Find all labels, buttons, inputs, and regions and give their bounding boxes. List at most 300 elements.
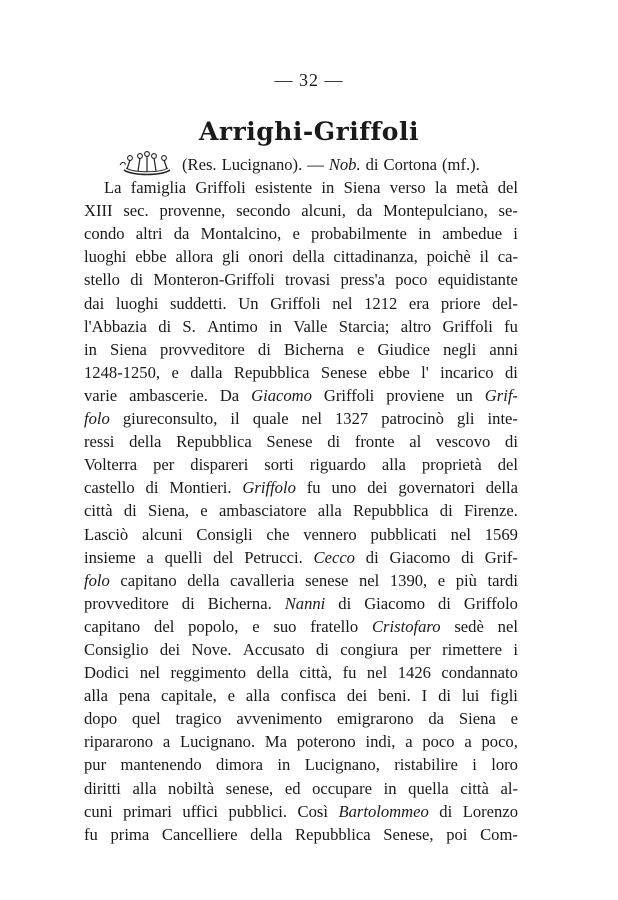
word: di xyxy=(181,593,195,613)
word: per xyxy=(153,455,175,475)
word: Griffolo xyxy=(463,593,518,613)
text-line xyxy=(84,361,518,384)
word: vescovo xyxy=(435,432,491,452)
word: Bartolommeo xyxy=(338,801,429,821)
word: quella xyxy=(408,778,449,798)
word: cittadinanza, xyxy=(333,247,418,267)
word: di xyxy=(130,270,144,290)
word: 1426 xyxy=(397,663,431,683)
word: La xyxy=(104,178,122,198)
word: Starcia; xyxy=(338,316,390,336)
text-line xyxy=(84,523,518,546)
word: poterono xyxy=(296,732,356,752)
word: Cecco xyxy=(313,547,355,567)
word: avvenimento xyxy=(236,709,323,729)
word: di xyxy=(145,478,159,498)
word: anni xyxy=(489,339,518,359)
word: di xyxy=(438,593,451,613)
word: Repubblica xyxy=(233,362,310,382)
text-line xyxy=(84,823,518,846)
word: e xyxy=(356,339,365,359)
word: — xyxy=(307,155,324,174)
body-text xyxy=(84,153,518,846)
word: castello xyxy=(84,478,135,498)
word: nel xyxy=(450,524,471,544)
word: Siena, xyxy=(148,501,190,521)
word: lui xyxy=(461,686,480,706)
word: ca- xyxy=(497,247,518,267)
word: emigrarono xyxy=(337,709,414,729)
word: fu xyxy=(504,316,518,336)
word: quale xyxy=(252,409,289,429)
word: alla xyxy=(381,455,406,475)
word: città xyxy=(460,778,489,798)
word: folo xyxy=(84,409,110,429)
word: tardi xyxy=(487,570,518,590)
text-line xyxy=(84,777,518,800)
word: in xyxy=(269,316,283,336)
word: di xyxy=(504,362,518,382)
word: e xyxy=(252,616,260,636)
word: nel xyxy=(497,616,518,636)
word: dai xyxy=(84,293,105,313)
word: cavalleria xyxy=(230,570,295,590)
text-line xyxy=(84,569,518,592)
word: pubblici. xyxy=(228,801,288,821)
word: quel xyxy=(132,709,161,729)
word: negli xyxy=(443,339,477,359)
word: fu xyxy=(306,478,321,498)
word: l' xyxy=(421,362,429,382)
word: Monteron-Griffoli xyxy=(153,270,275,290)
word: Giudice xyxy=(377,339,430,359)
word: Repubblica xyxy=(176,432,252,452)
word: città xyxy=(84,501,113,521)
word: luoghi xyxy=(115,293,159,313)
word: 1212 xyxy=(364,293,398,313)
word: nel xyxy=(366,663,388,683)
word: (mf.). xyxy=(442,155,480,174)
word: Dodici xyxy=(84,663,130,683)
word: gli xyxy=(456,409,475,429)
word: confisca xyxy=(280,686,337,706)
word: trovasi xyxy=(285,270,331,290)
word: 1390, xyxy=(389,570,428,590)
word: condannato xyxy=(441,663,518,683)
word: insieme xyxy=(84,547,136,567)
word: alcuni, xyxy=(301,201,346,221)
word: Siena xyxy=(458,709,496,729)
word: Cristofaro xyxy=(371,616,441,636)
word: e xyxy=(292,224,300,244)
text-line xyxy=(84,476,518,499)
word: della xyxy=(129,432,162,452)
word: Lorenzo xyxy=(462,801,518,821)
word: ristabilire xyxy=(394,755,458,775)
text-line xyxy=(84,384,518,407)
word: Un xyxy=(238,293,259,313)
word: Antimo xyxy=(207,316,258,336)
word: esistente xyxy=(255,178,313,198)
text-line xyxy=(84,153,518,176)
word: Senese xyxy=(320,362,367,382)
text-line xyxy=(84,338,518,361)
text-line xyxy=(84,222,518,245)
word: in xyxy=(277,755,291,775)
word: fu xyxy=(342,663,357,683)
word: del xyxy=(154,616,175,636)
word: che xyxy=(266,524,290,544)
word: Nove. xyxy=(191,639,232,659)
word: se- xyxy=(498,201,518,221)
word: sec. xyxy=(123,201,149,221)
word: della xyxy=(256,663,289,683)
word: senese, xyxy=(225,778,274,798)
word: il xyxy=(479,247,489,267)
word: allora xyxy=(175,247,214,267)
word: dispareri xyxy=(190,455,249,475)
word: onori xyxy=(248,247,284,267)
word: incarico xyxy=(440,362,494,382)
word: varie xyxy=(84,385,118,405)
word: stello xyxy=(84,270,120,290)
word: beni. xyxy=(378,686,411,706)
text-line xyxy=(84,753,518,776)
word: ressi xyxy=(84,432,115,452)
word: secondo xyxy=(236,201,291,221)
text-line xyxy=(84,499,518,522)
word: senese xyxy=(305,570,349,590)
word: del- xyxy=(492,293,518,313)
word: diritti xyxy=(84,778,121,798)
word: il xyxy=(230,409,240,429)
text-line xyxy=(84,684,518,707)
word: Ma xyxy=(264,732,287,752)
word: i xyxy=(472,755,477,775)
word: equidistante xyxy=(437,270,518,290)
text-line xyxy=(84,707,518,730)
word: sedè xyxy=(454,616,484,636)
word: figli xyxy=(490,686,518,706)
word: provveditore xyxy=(84,593,169,613)
word: di xyxy=(439,801,453,821)
text-line xyxy=(84,638,518,661)
word: popolo, xyxy=(188,616,239,636)
word: a xyxy=(405,732,413,752)
word: di xyxy=(158,316,172,336)
word: di xyxy=(338,593,352,613)
word: fronte xyxy=(354,432,395,452)
word: pena xyxy=(118,686,151,706)
word: Giacomo xyxy=(389,547,451,567)
word: del xyxy=(497,455,518,475)
word: di xyxy=(315,639,329,659)
word: patrocinò xyxy=(381,409,444,429)
word: Bicherna xyxy=(283,339,344,359)
word: Nanni xyxy=(284,593,326,613)
word: Grif- xyxy=(484,547,518,567)
word: uffici xyxy=(182,801,219,821)
text-line xyxy=(84,546,518,569)
word: uno xyxy=(331,478,357,498)
word: I xyxy=(421,686,428,706)
word: priore xyxy=(440,293,481,313)
text-line xyxy=(84,315,518,338)
word: città, xyxy=(299,663,333,683)
word: di xyxy=(365,155,379,174)
word: e xyxy=(171,362,179,382)
word: Firenze. xyxy=(463,501,518,521)
word: Cortona xyxy=(383,155,438,174)
word: nel xyxy=(358,570,380,590)
word: 1569 xyxy=(484,524,518,544)
word: occupare xyxy=(312,778,372,798)
word: poco xyxy=(422,732,455,752)
text-line xyxy=(84,245,518,268)
word: Griffoli xyxy=(270,293,321,313)
word: Giacomo xyxy=(364,593,426,613)
word: da xyxy=(173,224,190,244)
word: proviene xyxy=(386,385,445,405)
word: gli xyxy=(222,247,240,267)
word: probabilmente xyxy=(311,224,407,244)
word: della xyxy=(485,478,518,498)
word: altri xyxy=(135,224,163,244)
word: ambasciatore xyxy=(218,501,307,521)
word: capitano xyxy=(84,616,141,636)
text-line xyxy=(84,176,518,199)
word: Griffoli xyxy=(442,316,493,336)
word: mantenendo xyxy=(120,755,202,775)
word: di xyxy=(505,432,518,452)
word: in xyxy=(84,339,97,359)
word: giureconsulto, xyxy=(122,409,218,429)
page-number: — 32 — xyxy=(274,70,344,90)
word: in xyxy=(321,178,335,198)
word: (Res. xyxy=(182,155,217,174)
word: alla xyxy=(245,686,270,706)
word: Montieri. xyxy=(169,478,232,498)
word: Repubblica xyxy=(295,824,371,844)
text-line xyxy=(84,730,518,753)
word: Accusato xyxy=(242,639,305,659)
word: la xyxy=(434,178,447,198)
word: poco, xyxy=(481,732,518,752)
word: inte- xyxy=(487,409,518,429)
word: 1327 xyxy=(335,409,369,429)
word: prima xyxy=(110,824,150,844)
word: indi, xyxy=(365,732,396,752)
word: vennero xyxy=(303,524,357,544)
word: poichè xyxy=(426,247,471,267)
word: di xyxy=(439,501,453,521)
text-line xyxy=(84,800,518,823)
word: in xyxy=(418,224,431,244)
word: Siena xyxy=(343,178,381,198)
word: era xyxy=(408,293,430,313)
word: e xyxy=(437,570,446,590)
word: XIII xyxy=(84,201,113,221)
word: provenne, xyxy=(159,201,226,221)
word: governatori xyxy=(398,478,475,498)
word: Petrucci. xyxy=(244,547,303,567)
word: di xyxy=(327,432,341,452)
word: ed xyxy=(284,778,301,798)
word: provveditore xyxy=(160,339,245,359)
word: suddetti. xyxy=(169,293,227,313)
word: verso xyxy=(389,178,426,198)
word: dei xyxy=(159,639,181,659)
text-line xyxy=(84,661,518,684)
word: proprietà xyxy=(421,455,482,475)
word: da xyxy=(356,201,373,221)
word: poi xyxy=(446,824,468,844)
word: Griffolo xyxy=(242,478,296,498)
word: Giacomo xyxy=(251,385,312,405)
word: Lucignano. xyxy=(179,732,256,752)
word: ripararono xyxy=(84,732,154,752)
word: sorti xyxy=(264,455,294,475)
word: di xyxy=(461,547,474,567)
word: pubblicati xyxy=(370,524,437,544)
word: quelli xyxy=(164,547,203,567)
word: ambascerie. xyxy=(129,385,208,405)
word: Senese, xyxy=(383,824,434,844)
word: ebbe xyxy=(135,247,167,267)
text-line xyxy=(84,199,518,222)
word: Cancelliere xyxy=(161,824,238,844)
word: per xyxy=(409,639,431,659)
word: riguardo xyxy=(309,455,366,475)
word: Grif- xyxy=(484,385,518,405)
word: del xyxy=(213,547,234,567)
word: nobiltà xyxy=(168,778,215,798)
word: ambedue xyxy=(442,224,503,244)
text-line xyxy=(84,292,518,315)
word: Siena xyxy=(110,339,147,359)
word: l'Abbazia xyxy=(84,316,147,336)
word: famiglia xyxy=(130,178,187,198)
word: i xyxy=(513,639,518,659)
word: da xyxy=(428,709,445,729)
word: nel xyxy=(301,409,322,429)
word: primari xyxy=(123,801,172,821)
word: dei xyxy=(346,686,368,706)
word: suo xyxy=(273,616,297,636)
word: un xyxy=(456,385,473,405)
word: nel xyxy=(139,663,160,683)
word: i xyxy=(513,224,518,244)
word: Da xyxy=(219,385,240,405)
text-line xyxy=(84,407,518,430)
word: al xyxy=(409,432,422,452)
word: folo xyxy=(84,570,110,590)
word: cuni xyxy=(84,801,113,821)
word: Così xyxy=(297,801,328,821)
word: condo xyxy=(84,224,125,244)
word: dei xyxy=(367,478,388,498)
word: Consiglio xyxy=(84,639,149,659)
text-line xyxy=(84,430,518,453)
word: più xyxy=(455,570,477,590)
word: della xyxy=(250,824,283,844)
word: luoghi xyxy=(84,247,127,267)
word: Consigli xyxy=(196,524,253,544)
word: e xyxy=(200,501,208,521)
word: 1248-1250, xyxy=(84,362,161,382)
word: tragico xyxy=(175,709,222,729)
word: Volterra xyxy=(84,455,138,475)
word: reggimento xyxy=(170,663,247,683)
word: pur xyxy=(84,755,107,775)
word: alla xyxy=(84,686,108,706)
word: press'a xyxy=(340,270,385,290)
word: a xyxy=(464,732,472,752)
text-line xyxy=(84,268,518,291)
word: di xyxy=(365,547,379,567)
word: nel xyxy=(332,293,353,313)
word: del xyxy=(497,178,518,198)
word: di xyxy=(438,686,451,706)
word: Lucignano, xyxy=(304,755,380,775)
word: dopo xyxy=(84,709,118,729)
word: Bicherna. xyxy=(207,593,272,613)
word: Valle xyxy=(293,316,328,336)
word: in xyxy=(383,778,397,798)
word: fratello xyxy=(310,616,359,636)
word: Griffoli xyxy=(323,385,375,405)
word: poco xyxy=(395,270,428,290)
word: a xyxy=(146,547,154,567)
word: Lucignano). xyxy=(221,155,303,174)
word: della xyxy=(187,570,220,590)
word: alla xyxy=(317,501,342,521)
word: ebbe xyxy=(378,362,410,382)
word: Repubblica xyxy=(352,501,429,521)
word: a xyxy=(162,732,171,752)
word: altro xyxy=(400,316,432,336)
word: Nob. xyxy=(328,155,361,174)
word: e xyxy=(227,686,236,706)
word: di xyxy=(123,501,137,521)
text-line xyxy=(84,615,518,638)
word: Lasciò xyxy=(84,524,129,544)
word: capitale, xyxy=(161,686,217,706)
entry-title: Arrighi-Griffoli xyxy=(199,117,419,146)
word: e xyxy=(510,709,518,729)
word: capitano xyxy=(120,570,177,590)
word: al- xyxy=(500,778,518,798)
word: congiura xyxy=(340,639,399,659)
word: Com- xyxy=(480,824,518,844)
word: fu xyxy=(84,824,98,844)
text-line xyxy=(84,592,518,615)
word: di xyxy=(257,339,271,359)
word: loro xyxy=(491,755,518,775)
word: metà xyxy=(456,178,489,198)
word: Griffoli xyxy=(195,178,246,198)
word: alla xyxy=(132,778,157,798)
word: della xyxy=(292,247,325,267)
text-line xyxy=(84,453,518,476)
word: dalla xyxy=(190,362,223,382)
word: Montepulciano, xyxy=(383,201,488,221)
word: rimettere xyxy=(442,639,503,659)
word: S. xyxy=(182,316,196,336)
word: alcuni xyxy=(142,524,183,544)
word: Montalcino, xyxy=(200,224,282,244)
word: Senese xyxy=(266,432,313,452)
